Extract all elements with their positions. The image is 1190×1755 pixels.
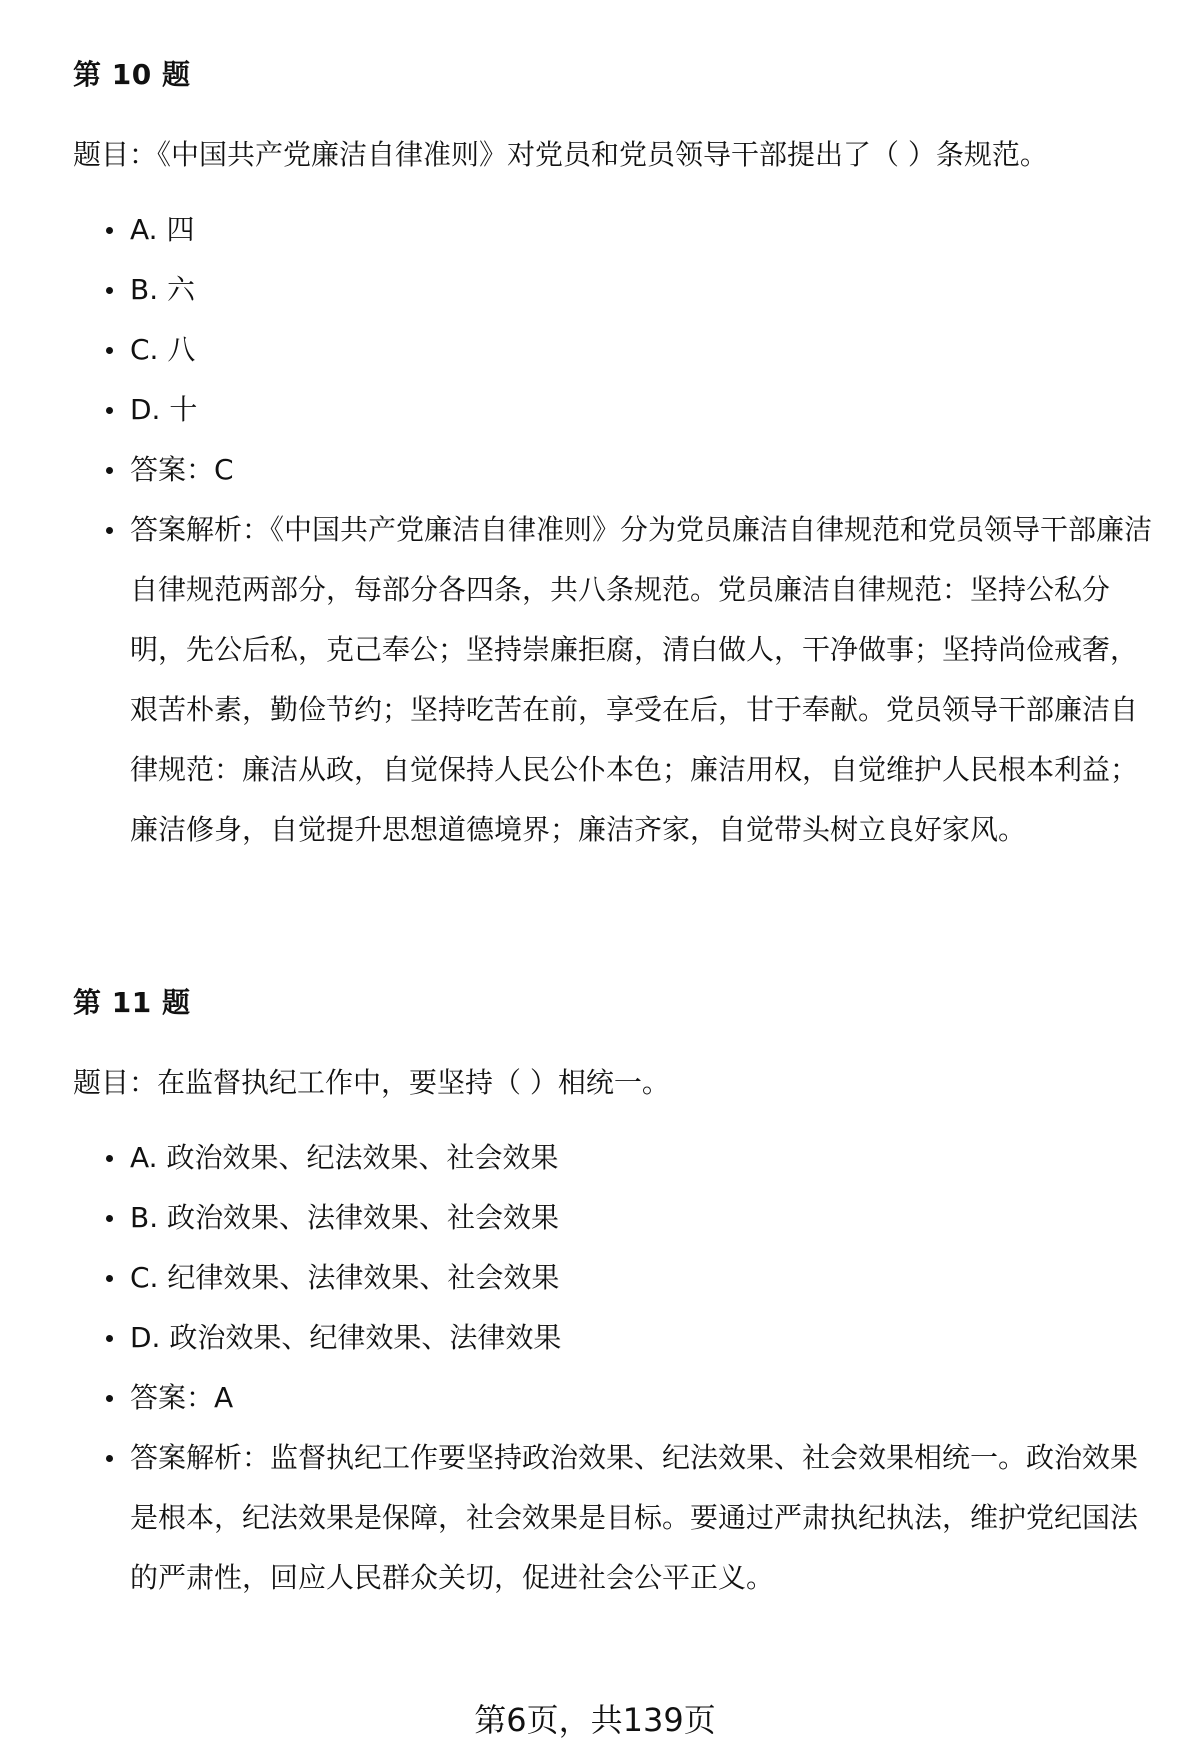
option-d: D. 政治效果、纪律效果、法律效果 <box>73 1318 1163 1358</box>
answer-list <box>73 210 1163 860</box>
answer-analysis: 答案解析：监督执纪工作要坚持政治效果、纪法效果、社会效果相统一。政治效果是根本，纪法效果是保障，社会效果是目标。要通过严肃执纪执法，维护党纪国法的严肃性，回应人民群众关切，促进社会公平正义。 <box>73 1428 1163 1608</box>
page-indicator: 第6页，共139页 <box>474 1701 716 1739</box>
option-d: D. 十 <box>73 390 1163 430</box>
option-a: A. 政治效果、纪法效果、社会效果 <box>73 1138 1163 1178</box>
option-c: C. 八 <box>73 330 1163 370</box>
option-a: A. 四 <box>73 210 1163 250</box>
answer-analysis: 答案解析：《中国共产党廉洁自律准则》分为党员廉洁自律规范和党员领导干部廉洁自律规范两部分，每部分各四条，共八条规范。党员廉洁自律规范：坚持公私分明，先公后私，克己奉公；坚持崇廉拒腐，清白做人，干净做事；坚持尚俭戒奢，艰苦朴素，勤俭节约；坚持吃苦在前，享受在后，甘于奉献。党员领导干部廉洁自律规范：廉洁从政，自觉保持人民公仆本色；廉洁用权，自觉维护人民根本利益；廉洁修身，自觉提升思想道德境界；廉洁齐家，自觉带头树立良好家风。 <box>73 500 1163 860</box>
question-stem: 题目：《中国共产党廉洁自律准则》对党员和党员领导干部提出了（ ）条规范。 <box>73 138 1048 171</box>
answer-key: 答案：A <box>73 1378 1163 1418</box>
question-heading: 第 11 题 <box>73 986 191 1019</box>
answer-key: 答案：C <box>73 450 1163 490</box>
option-b: B. 六 <box>73 270 1163 310</box>
answer-list <box>73 1138 1163 1608</box>
question-10 <box>73 55 1163 860</box>
option-c: C. 纪律效果、法律效果、社会效果 <box>73 1258 1163 1298</box>
option-b: B. 政治效果、法律效果、社会效果 <box>73 1198 1163 1238</box>
question-stem: 题目：在监督执纪工作中，要坚持（ ）相统一。 <box>73 1066 670 1099</box>
question-heading: 第 10 题 <box>73 58 191 91</box>
question-11 <box>73 983 1163 1608</box>
